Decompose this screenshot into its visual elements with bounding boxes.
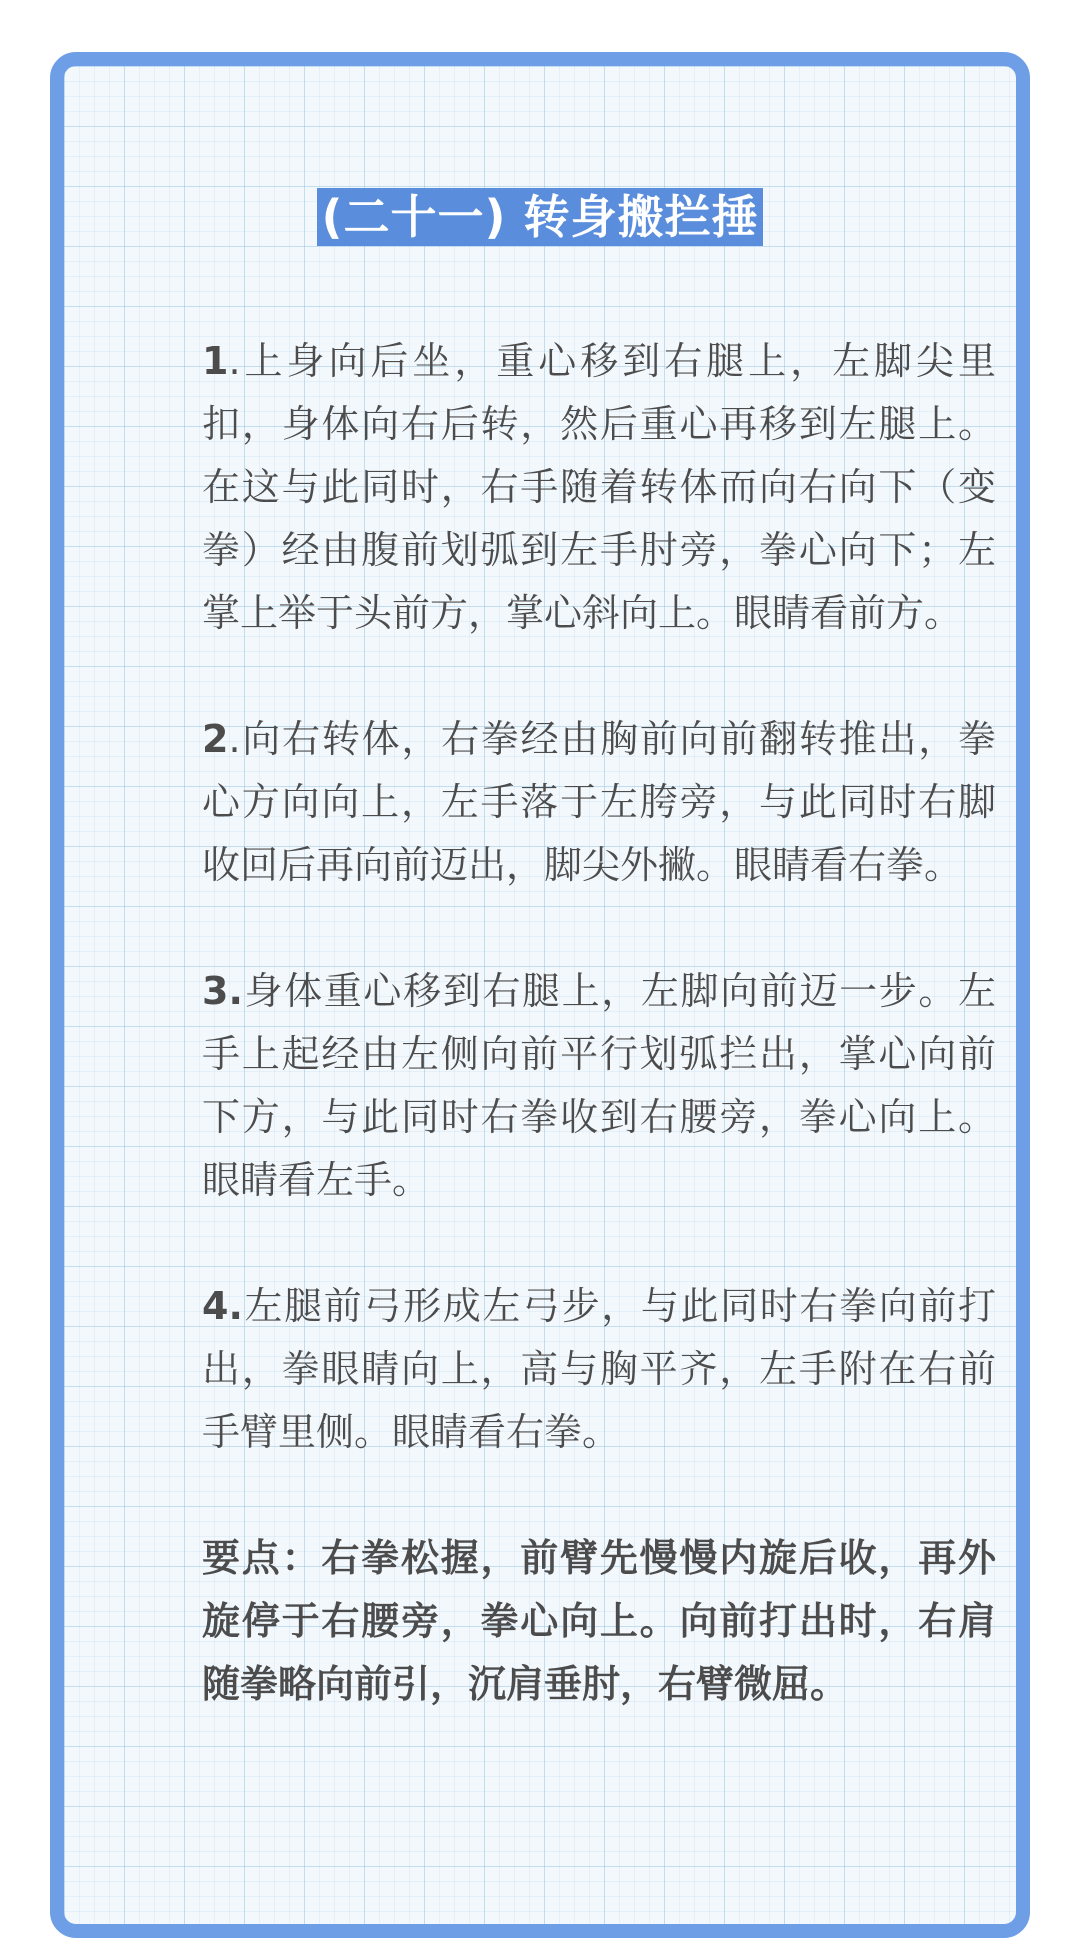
instruction-content xyxy=(202,330,996,1716)
step-paragraph-3 xyxy=(202,960,996,1212)
step-paragraph-1 xyxy=(202,330,996,645)
title-wrap xyxy=(64,188,1016,246)
step-text: .向右转体，右拳经由胸前向前翻转推出，拳心方向向上，左手落于左胯旁，与此同时右脚收回后再向前迈出，脚尖外撇。眼睛看右拳。 xyxy=(202,717,996,887)
page-title: (二十一) 转身搬拦捶 xyxy=(317,188,762,246)
step-text: 身体重心移到右腿上，左脚向前迈一步。左手上起经由左侧向前平行划弧拦出，掌心向前下方，与此同时右拳收到右腰旁，拳心向上。眼睛看左手。 xyxy=(202,969,996,1202)
step-number: 1 xyxy=(202,339,229,383)
step-number: 4. xyxy=(202,1284,243,1328)
step-paragraph-4 xyxy=(202,1275,996,1464)
step-number: 2 xyxy=(202,717,229,761)
content-card xyxy=(50,52,1030,1938)
step-number: 3. xyxy=(202,969,243,1013)
step-text: .上身向后坐，重心移到右腿上，左脚尖里扣，身体向右后转，然后重心再移到左腿上。在这与此同时，右手随着转体而向右向下（变拳）经由腹前划弧到左手肘旁，拳心向下；左掌上举于头前方，掌心斜向上。眼睛看前方。 xyxy=(202,339,996,635)
key-points: 要点：右拳松握，前臂先慢慢内旋后收，再外旋停于右腰旁，拳心向上。向前打出时，右肩随拳略向前引，沉肩垂肘，右臂微屈。 xyxy=(202,1536,996,1706)
step-text: 左腿前弓形成左弓步，与此同时右拳向前打出，拳眼睛向上，高与胸平齐，左手附在右前手臂里侧。眼睛看右拳。 xyxy=(202,1284,996,1454)
step-paragraph-2 xyxy=(202,708,996,897)
